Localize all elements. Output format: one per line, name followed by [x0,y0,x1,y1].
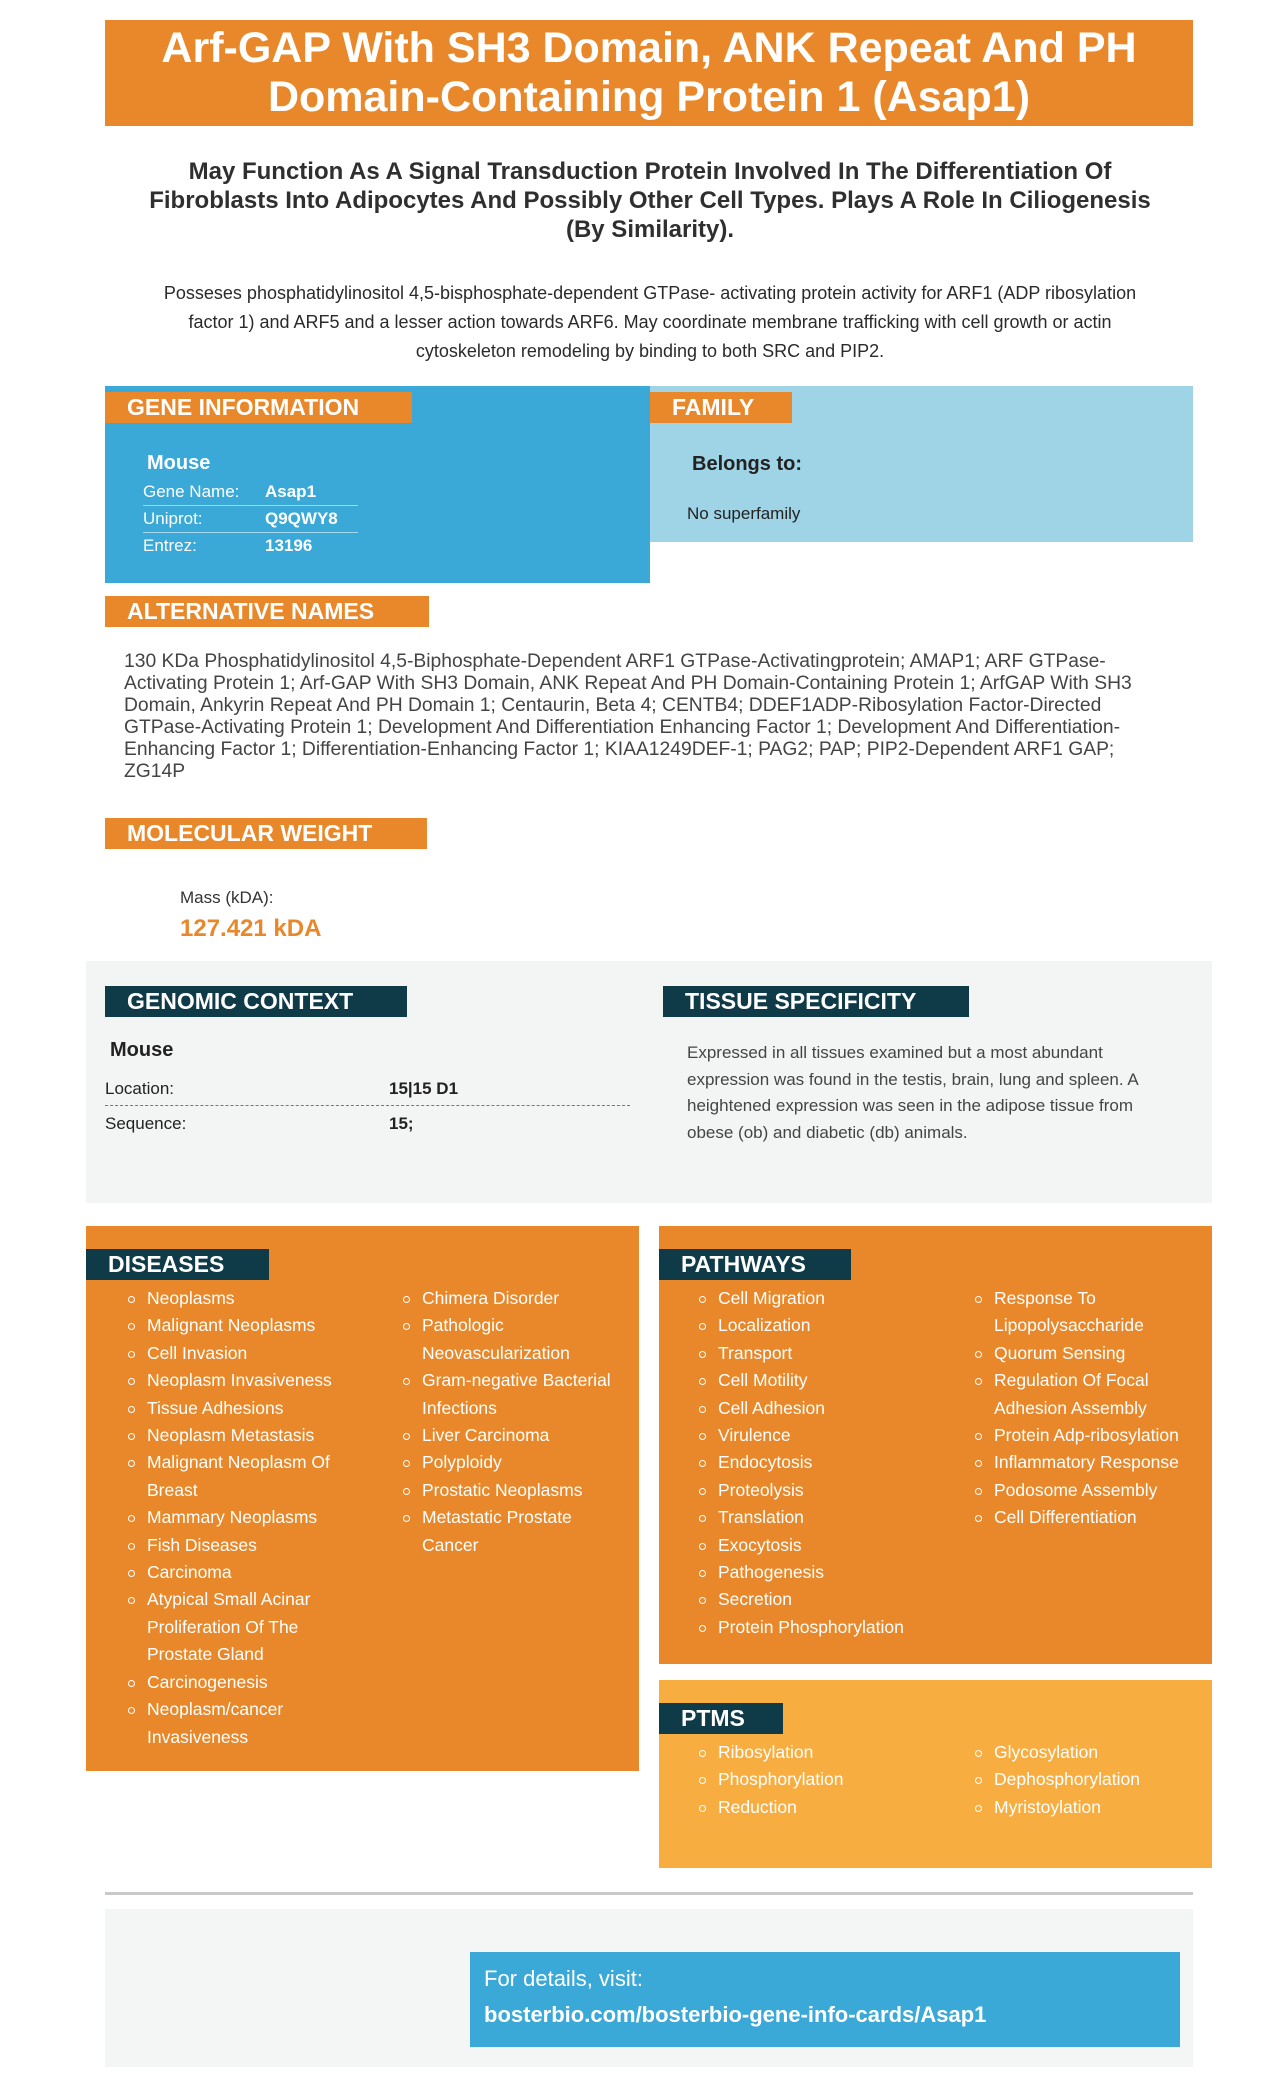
genomic-context-heading: GENOMIC CONTEXT [105,986,407,1017]
family-heading: FAMILY [650,392,792,423]
gene-row-value: 13196 [265,536,313,555]
list-item: Mammary Neoplasms [128,1504,368,1531]
list-item: Malignant Neoplasms [128,1312,368,1339]
list-item: Transport [699,1340,949,1367]
genomic-sequence-row [105,1107,630,1141]
list-item: Virulence [699,1422,949,1449]
list-item: Neoplasm Invasiveness [128,1367,368,1394]
details-box[interactable] [470,1952,1180,2047]
tissue-specificity-heading: TISSUE SPECIFICITY [663,986,969,1017]
list-item: Gram-negative Bacterial Infections [403,1367,623,1422]
gene-row-label: Entrez: [143,536,197,555]
gene-row-value: Asap1 [265,482,317,501]
list-item: Cell Invasion [128,1340,368,1367]
list-item: Malignant Neoplasm Of Breast [128,1449,368,1504]
ptms-heading: PTMS [659,1703,783,1734]
list-item: Dephosphorylation [975,1766,1200,1793]
mass-label: Mass (kDA): [180,888,274,907]
gene-row-uniprot [143,505,358,533]
genomic-location-row [105,1072,630,1106]
mass-value: 127.421 kDA [180,915,322,942]
list-item: Protein Adp-ribosylation [975,1422,1200,1449]
list-item: Inflammatory Response [975,1449,1200,1476]
list-item: Fish Diseases [128,1532,368,1559]
footer-divider [105,1892,1193,1895]
diseases-panel [86,1226,639,1771]
list-item: Quorum Sensing [975,1340,1200,1367]
list-item: Ribosylation [699,1739,949,1766]
alternative-names-text: 130 KDa Phosphatidylinositol 4,5-Biphosphate-Dependent ARF1 GTPase-Activatingprotein; AMAP1; ARF GTPase-Activating Protein 1; Arf-GAP With SH3 Domain, ANK Repeat And PH Domain-Containing Protein 1; ArfGAP With SH3 Domain, Ankyrin Repeat And PH Domain 1; Centaurin, Beta 4; CENTB4; DDEF1ADP-Ribosylation Factor-Directed GTPase-Activating Protein 1; Development And Differentiation Enhancing Factor 1; Development And Differentiation-Enhancing Factor 1; Differentiation-Enhancing Factor 1; KIAA1249DEF-1; PAG2; PAP; PIP2-Dependent ARF1 GAP; ZG14P [124,651,1132,782]
list-item: Carcinogenesis [128,1669,368,1696]
gene-row-label: Uniprot: [143,509,203,528]
list-item: Exocytosis [699,1532,949,1559]
list-item: Secretion [699,1586,949,1613]
genomic-organism: Mouse [110,1039,174,1061]
list-item: Metastatic Prostate Cancer [403,1504,623,1559]
list-item: Neoplasm/cancer Invasiveness [128,1696,368,1751]
genomic-location-label: Location: [105,1079,174,1098]
family-belongs-label: Belongs to: [692,453,802,475]
genomic-location-value: 15|15 D1 [389,1079,459,1098]
list-item: Reduction [699,1794,949,1821]
alternative-names-heading: ALTERNATIVE NAMES [105,596,429,627]
list-item: Cell Migration [699,1285,949,1312]
diseases-list-col2 [403,1285,623,1559]
gene-information-heading: GENE INFORMATION [105,392,412,423]
title-banner [105,20,1193,126]
ptms-list-col1 [699,1739,949,1821]
list-item: Prostatic Neoplasms [403,1477,623,1504]
gene-organism: Mouse [147,452,211,474]
gene-row-label: Gene Name: [143,482,240,501]
molecular-weight-heading: MOLECULAR WEIGHT [105,818,427,849]
list-item: Pathologic Neovascularization [403,1312,623,1367]
pathways-panel [659,1226,1212,1664]
list-item: Glycosylation [975,1739,1200,1766]
gene-row-value: Q9QWY8 [265,509,338,528]
genomic-sequence-value: 15; [389,1114,414,1133]
family-value: No superfamily [687,504,801,523]
list-item: Response To Lipopolysaccharide [975,1285,1200,1340]
list-item: Neoplasm Metastasis [128,1422,368,1449]
list-item: Endocytosis [699,1449,949,1476]
list-item: Cell Motility [699,1367,949,1394]
list-item: Carcinoma [128,1559,368,1586]
list-item: Proteolysis [699,1477,949,1504]
tissue-specificity-text: Expressed in all tissues examined but a most abundant expression was found in the testis, brain, lung and spleen. A heightened expression was seen in the adipose tissue from obese (ob) and diabetic (db) animals. [687,1043,1138,1142]
list-item: Protein Phosphorylation [699,1614,949,1641]
function-summary: May Function As A Signal Transduction Protein Involved In The Differentiation Of Fibroblasts Into Adipocytes And Possibly Other Cell Types. Plays A Role In Ciliogenesis (By Similarity). [149,158,1151,243]
list-item: Atypical Small Acinar Proliferation Of The Prostate Gland [128,1586,368,1668]
gene-row-entrez [143,532,358,560]
list-item: Pathogenesis [699,1559,949,1586]
genomic-sequence-label: Sequence: [105,1114,187,1133]
ptms-list-col2 [975,1739,1200,1821]
list-item: Phosphorylation [699,1766,949,1793]
ptms-panel [659,1680,1212,1868]
list-item: Chimera Disorder [403,1285,623,1312]
details-label: For details, visit: [484,1966,643,1991]
pathways-heading: PATHWAYS [659,1249,851,1280]
list-item: Liver Carcinoma [403,1422,623,1449]
list-item: Polyploidy [403,1449,623,1476]
diseases-list-col1 [128,1285,368,1751]
list-item: Cell Adhesion [699,1395,949,1422]
pathways-list-col2 [975,1285,1200,1532]
list-item: Podosome Assembly [975,1477,1200,1504]
list-item: Tissue Adhesions [128,1395,368,1422]
pathways-list-col1 [699,1285,949,1641]
gene-row-gene-name [143,478,358,506]
page-title: Arf-GAP With SH3 Domain, ANK Repeat And PH Domain-Containing Protein 1 (Asap1) [161,24,1137,121]
list-item: Myristoylation [975,1794,1200,1821]
details-link[interactable]: bosterbio.com/bosterbio-gene-info-cards/Asap1 [484,2002,987,2027]
diseases-heading: DISEASES [86,1249,269,1280]
list-item: Localization [699,1312,949,1339]
function-description: Posseses phosphatidylinositol 4,5-bisphosphate-dependent GTPase- activating protein activity for ARF1 (ADP ribosylation factor 1) and ARF5 and a lesser action towards ARF6. May coordinate membrane trafficking with cell growth or actin cytoskeleton remodeling by binding to both SRC and PIP2. [163,283,1137,361]
list-item: Regulation Of Focal Adhesion Assembly [975,1367,1200,1422]
list-item: Translation [699,1504,949,1531]
list-item: Neoplasms [128,1285,368,1312]
list-item: Cell Differentiation [975,1504,1200,1531]
